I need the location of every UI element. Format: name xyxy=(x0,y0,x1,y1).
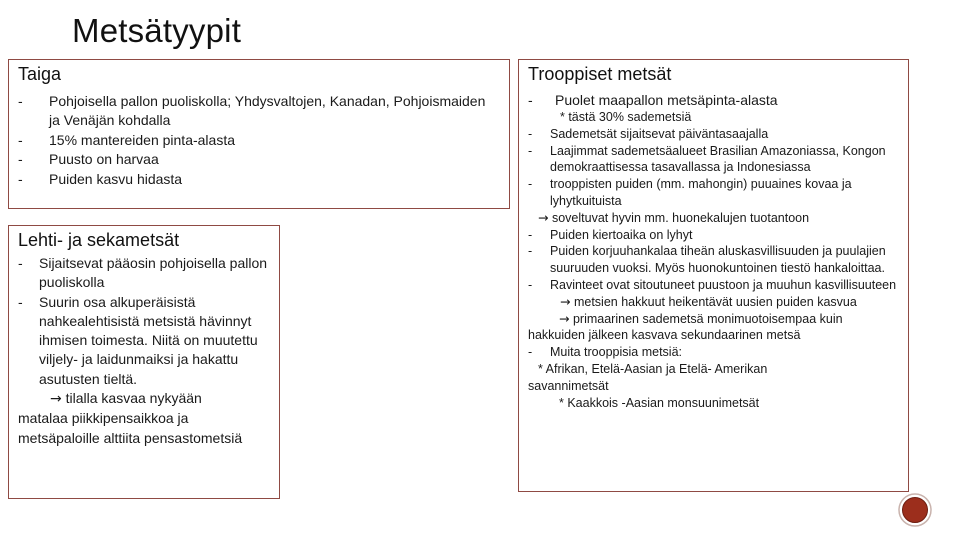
tropics-sub-lead: * tästä 30% sademetsiä xyxy=(560,110,692,124)
arrow-line: → primaarinen sademetsä monimuotoisempaa kuin xyxy=(559,310,843,326)
bullet-dash: - xyxy=(528,177,533,192)
lehti-tail-text: matalaa piikkipensaikkoa ja metsäpaloille alttiita pensastometsiä xyxy=(18,410,243,446)
lehti-heading: Lehti- ja sekametsät xyxy=(18,230,180,250)
list-item: - Sademetsät sijaitsevat päiväntasaajalla xyxy=(528,126,769,141)
bullet-dash: - xyxy=(18,131,23,148)
taiga-box xyxy=(8,59,510,209)
list-item: - Puiden kiertoaika on lyhyt xyxy=(528,227,693,242)
bullet-dash: - xyxy=(18,93,23,109)
arrow-right-icon: → xyxy=(538,209,549,225)
tropics-arrow3-tail: hakkuiden jälkeen kasvava sekundaarinen metsä xyxy=(528,328,801,343)
arrow-line: → tilalla kasvaa nykyään xyxy=(50,390,202,408)
list-item: - Muita trooppisia metsiä: xyxy=(528,345,683,360)
list-item: - trooppisten puiden (mm. mahongin) puuaines kovaa ja lyhytkuituista xyxy=(528,177,852,208)
arrow-line: → soveltuvat hyvin mm. huonekalujen tuotantoon xyxy=(538,209,810,225)
lehti-box xyxy=(8,225,280,499)
taiga-list xyxy=(18,92,500,189)
bullet-dash: - xyxy=(18,293,23,310)
bullet-dash: - xyxy=(528,345,533,360)
bullet-dash: - xyxy=(528,92,533,108)
bullet-dash: - xyxy=(528,126,533,141)
arrow-right-icon: → xyxy=(50,391,62,408)
corner-logo-icon xyxy=(897,492,933,528)
tropics-list xyxy=(528,126,899,210)
bullet-dash: - xyxy=(528,143,533,158)
arrow-right-icon: → xyxy=(559,310,570,326)
tropics-sub1-tail: savannimetsät xyxy=(528,378,609,393)
bullet-dash: - xyxy=(528,227,533,242)
tropics-heading: Trooppiset metsät xyxy=(528,64,672,84)
tropics-sub1: * Afrikan, Etelä-Aasian ja Etelä- Amerikan xyxy=(538,361,768,376)
taiga-heading: Taiga xyxy=(18,64,62,84)
tropics-list-2 xyxy=(528,227,899,294)
tropics-lead: - Puolet maapallon metsäpinta-alasta xyxy=(528,92,778,108)
list-item: - Puusto on harvaa xyxy=(18,150,500,169)
tropics-sub2: * Kaakkois -Aasian monsuunimetsät xyxy=(559,395,760,410)
list-item: - Suurin osa alkuperäisistä nahkealehtisistä metsistä hävinnyt ihmisen toimesta. Niitä on muutettu viljely- ja laidunmaiksi ja hakattu asutusten tieltä. xyxy=(18,293,258,387)
bullet-dash: - xyxy=(528,277,533,292)
bullet-dash: - xyxy=(18,151,23,168)
list-item: - Ravinteet ovat sitoutuneet puustoon ja muuhun kasvillisuuteen xyxy=(528,277,897,292)
bullet-dash: - xyxy=(18,170,23,187)
lehti-list xyxy=(18,254,270,389)
arrow-line: → metsien hakkuut heikentävät uusien puiden kasvua xyxy=(560,293,857,309)
tropics-list-3 xyxy=(528,344,899,361)
arrow-right-icon: → xyxy=(560,293,571,309)
bullet-dash: - xyxy=(528,244,533,259)
bullet-dash: - xyxy=(18,255,23,271)
tropics-box xyxy=(518,59,909,492)
list-item: - Laajimmat sademetsäalueet Brasilian Amazoniassa, Kongon demokraattisessa tasavallassa ja Indonesiassa xyxy=(528,143,886,175)
list-item: - Puiden korjuuhankalaa tiheän aluskasvillisuuden ja puulajien suuruuden vuoksi. Myös huonokuntoinen tiestö hankaloittaa. xyxy=(528,244,886,276)
list-item: - Puiden kasvu hidasta xyxy=(18,170,500,189)
slide-title: Metsätyypit xyxy=(72,12,242,49)
list-item: - Sijaitsevat pääosin pohjoisella pallon puoliskolla xyxy=(18,255,268,291)
list-item: - Pohjoisella pallon puoliskolla; Yhdysvaltojen, Kanadan, Pohjoismaiden ja Venäjän kohdalla xyxy=(18,93,486,129)
list-item: - 15% mantereiden pinta-alasta xyxy=(18,131,500,150)
